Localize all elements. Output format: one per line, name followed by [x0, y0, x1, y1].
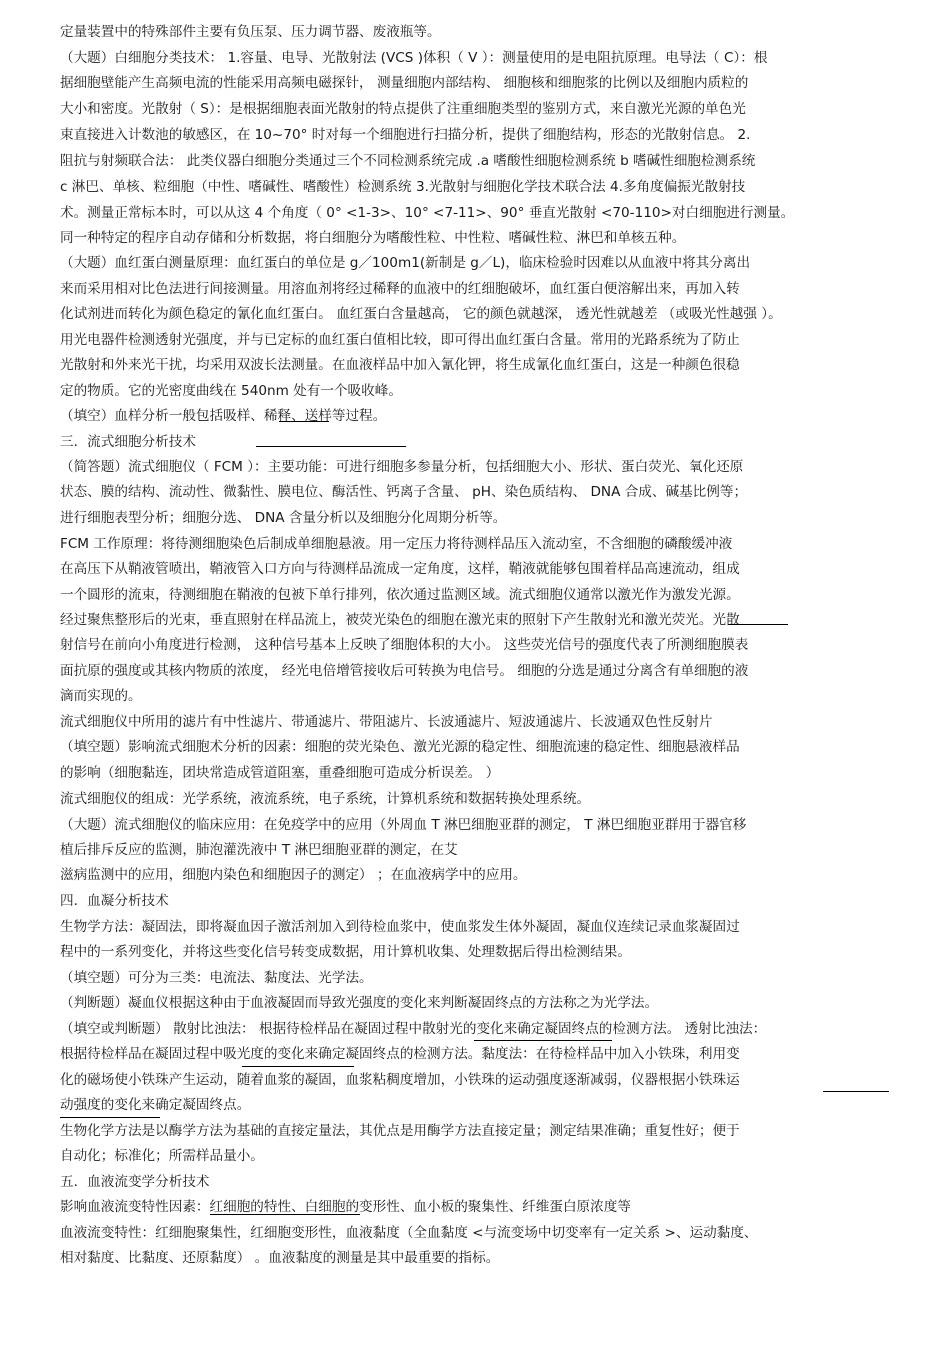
text-line: 经过聚焦整形后的光束，垂直照射在样品流上，被荧光染色的细胞在激光束的照射下产生散射光和激光荧光。光散: [60, 612, 740, 628]
text-line: 滴而实现的。: [60, 688, 142, 704]
text-line: 流式细胞仪的组成：光学系统，液流系统，电子系统，计算机系统和数据转换处理系统。: [60, 791, 591, 807]
text-line: 生物学方法：凝固法，即将凝血因子激活剂加入到待检血浆中，使血浆发生体外凝固，凝血仪连续记录血浆凝固过: [60, 919, 740, 935]
text-line: 定量装置中的特殊部件主要有负压泵、压力调节器、废液瓶等。: [60, 24, 441, 40]
text-line: c 淋巴、单核、粒细胞（中性、嗜碱性、嗜酸性）检测系统 3.光散射与细胞化学技术联合法 4.多角度偏振光散射技: [60, 179, 746, 195]
text-line: 生物化学方法是以酶学方法为基础的直接定量法，其优点是用酶学方法直接定量；测定结果准确；重复性好；便于: [60, 1123, 740, 1139]
text-line: （判断题）凝血仪根据这种由于血液凝固而导致光强度的变化来判断凝固终点的方法称之为光学法。: [60, 995, 659, 1011]
text-line: 进行细胞表型分析；细胞分选、 DNA 含量分析以及细胞分化周期分析等。: [60, 510, 507, 526]
text-line: （大题）白细胞分类技术： 1.容量、电导、光散射法 (VCS )体积（ V ）：测量使用的是电阻抗原理。电导法（ C）：根: [60, 50, 768, 66]
text-line: 据细胞壁能产生高频电流的性能采用高频电磁探针， 测量细胞内部结构、 细胞核和细胞浆的比例以及细胞内质粒的: [60, 75, 749, 91]
text-line: 术。测量正常标本时，可以从这 4 个角度（ 0° <1-3>、10° <7-11>、90° 垂直光散射 <70-110>对白细胞进行测量。: [60, 205, 795, 221]
text-line: （填空或判断题） 散射比浊法： 根据待检样品在凝固过程中散射光的变化来确定凝固终点的检测方法。 透射比浊法：: [60, 1021, 767, 1037]
text-line: 束直接进入计数池的敏感区，在 10~70° 时对每一个细胞进行扫描分析，提供了细胞结构，形态的光散射信息。 2.: [60, 127, 751, 143]
underline-rule: [279, 421, 329, 422]
text-line: 滋病监测中的应用，细胞内染色和细胞因子的测定） ；在血液病学中的应用。: [60, 867, 527, 883]
text-line: 血液流变特性：红细胞聚集性，红细胞变形性，血液黏度（全血黏度 <与流变场中切变率有一定关系 >、运动黏度、: [60, 1225, 758, 1241]
text-line: （填空）血样分析一般包括吸样、稀释、送样等过程。: [60, 408, 387, 424]
text-line: 相对黏度、比黏度、还原黏度） 。血液黏度的测量是其中最重要的指标。: [60, 1250, 500, 1266]
text-line: 自动化；标准化；所需样品量小。: [60, 1148, 264, 1164]
text-line: 根据待检样品在凝固过程中吸光度的变化来确定凝固终点的检测方法。黏度法：在待检样品中加入小铁珠，利用变: [60, 1046, 740, 1062]
text-line: 用光电器件检测透射光强度，并与已定标的血红蛋白值相比较，即可得出血红蛋白含量。常用的光路系统为了防止: [60, 332, 740, 348]
underline-rule: [823, 1091, 889, 1092]
text-line: 来而采用相对比色法进行间接测量。用溶血剂将经过稀释的血液中的红细胞破坏，血红蛋白便溶解出来，再加入转: [60, 281, 740, 297]
text-line: 大小和密度。光散射（ S）：是根据细胞表面光散射的特点提供了注重细胞类型的鉴别方式，来自激光光源的单色光: [60, 101, 746, 117]
text-line: 同一种特定的程序自动存储和分析数据，将白细胞分为嗜酸性粒、中性粒、嗜碱性粒、淋巴和单核五种。: [60, 230, 686, 246]
underline-rule: [256, 446, 406, 447]
underline-rule: [210, 1214, 360, 1215]
text-line: 的影响（细胞黏连，团块常造成管道阻塞，重叠细胞可造成分析误差。 ）: [60, 765, 500, 781]
text-line: 面抗原的强度或其核内物质的浓度， 经光电倍增管接收后可转换为电信号。 细胞的分选是通过分离含有单细胞的液: [60, 663, 749, 679]
text-line: 定的物质。它的光密度曲线在 540nm 处有一个吸收峰。: [60, 383, 402, 399]
text-line: 流式细胞仪中所用的滤片有中性滤片、带通滤片、带阻滤片、长波通滤片、短波通滤片、长波通双色性反射片: [60, 714, 713, 730]
text-line: FCM 工作原理：将待测细胞染色后制成单细胞悬液。用一定压力将待测样品压入流动室，不含细胞的磷酸缓冲液: [60, 536, 733, 552]
section-heading: 五．血液流变学分析技术: [60, 1174, 210, 1190]
text-line: 化的磁场使小铁珠产生运动，随着血浆的凝固，血浆粘稠度增加，小铁珠的运动强度逐渐减弱，仪器根据小铁珠运: [60, 1072, 740, 1088]
text-line: 光散射和外来光干扰，均采用双波长法测量。在血液样品中加入氰化钾，将生成氰化血红蛋白，这是一种颜色很稳: [60, 357, 740, 373]
text-line: 射信号在前向小角度进行检测， 这种信号基本上反映了细胞体积的大小。 这些荧光信号的强度代表了所测细胞膜表: [60, 637, 749, 653]
underline-rule: [60, 1117, 160, 1118]
underline-rule: [728, 624, 788, 625]
underline-rule: [474, 1040, 612, 1041]
text-line: （填空题）影响流式细胞术分析的因素：细胞的荧光染色、激光光源的稳定性、细胞流速的稳定性、细胞悬液样品: [60, 739, 740, 755]
underline-rule: [242, 1066, 354, 1067]
text-line: 状态、膜的结构、流动性、微黏性、膜电位、酶活性、钙离子含量、 pH、染色质结构、 DNA 合成、碱基比例等；: [60, 484, 748, 500]
text-line: 在高压下从鞘液管喷出，鞘液管入口方向与待测样品流成一定角度，这样，鞘液就能够包围着样品高速流动，组成: [60, 561, 740, 577]
text-line: 程中的一系列变化，并将这些变化信号转变成数据，用计算机收集、处理数据后得出检测结果。: [60, 944, 631, 960]
text-line: （大题）血红蛋白测量原理：血红蛋白的单位是 g／100m1(新制是 g／L)，临床检验时因难以从血液中将其分离出: [60, 255, 751, 271]
section-heading: 四．血凝分析技术: [60, 893, 169, 909]
text-line: 化试剂进而转化为颜色稳定的氰化血红蛋白。 血红蛋白含量越高， 它的颜色就越深， 透光性就越差 （或吸光性越强 ）。: [60, 306, 782, 322]
text-line: （大题）流式细胞仪的临床应用：在免疫学中的应用（外周血 T 淋巴细胞亚群的测定， T 淋巴细胞亚群用于器官移: [60, 817, 747, 833]
text-line: 植后排斥反应的监测，肺泡灌洗液中 T 淋巴细胞亚群的测定，在艾: [60, 842, 458, 858]
text-line: 影响血液流变特性因素：红细胞的特性、白细胞的变形性、血小板的聚集性、纤维蛋白原浓度等: [60, 1199, 631, 1215]
section-heading: 三．流式细胞分析技术: [60, 434, 196, 450]
text-line: 动强度的变化来确定凝固终点。: [60, 1097, 251, 1113]
text-line: 一个圆形的流束，待测细胞在鞘液的包被下单行排列，依次通过监测区域。流式细胞仪通常以激光作为激发光源。: [60, 587, 740, 603]
text-line: （填空题）可分为三类：电流法、黏度法、光学法。: [60, 970, 373, 986]
text-line: 阻抗与射频联合法： 此类仪器白细胞分类通过三个不同检测系统完成 .a 嗜酸性细胞检测系统 b 嗜碱性细胞检测系统: [60, 153, 756, 169]
text-line: （简答题）流式细胞仪（ FCM ）：主要功能：可进行细胞多参量分析，包括细胞大小、形状、蛋白荧光、氧化还原: [60, 459, 744, 475]
